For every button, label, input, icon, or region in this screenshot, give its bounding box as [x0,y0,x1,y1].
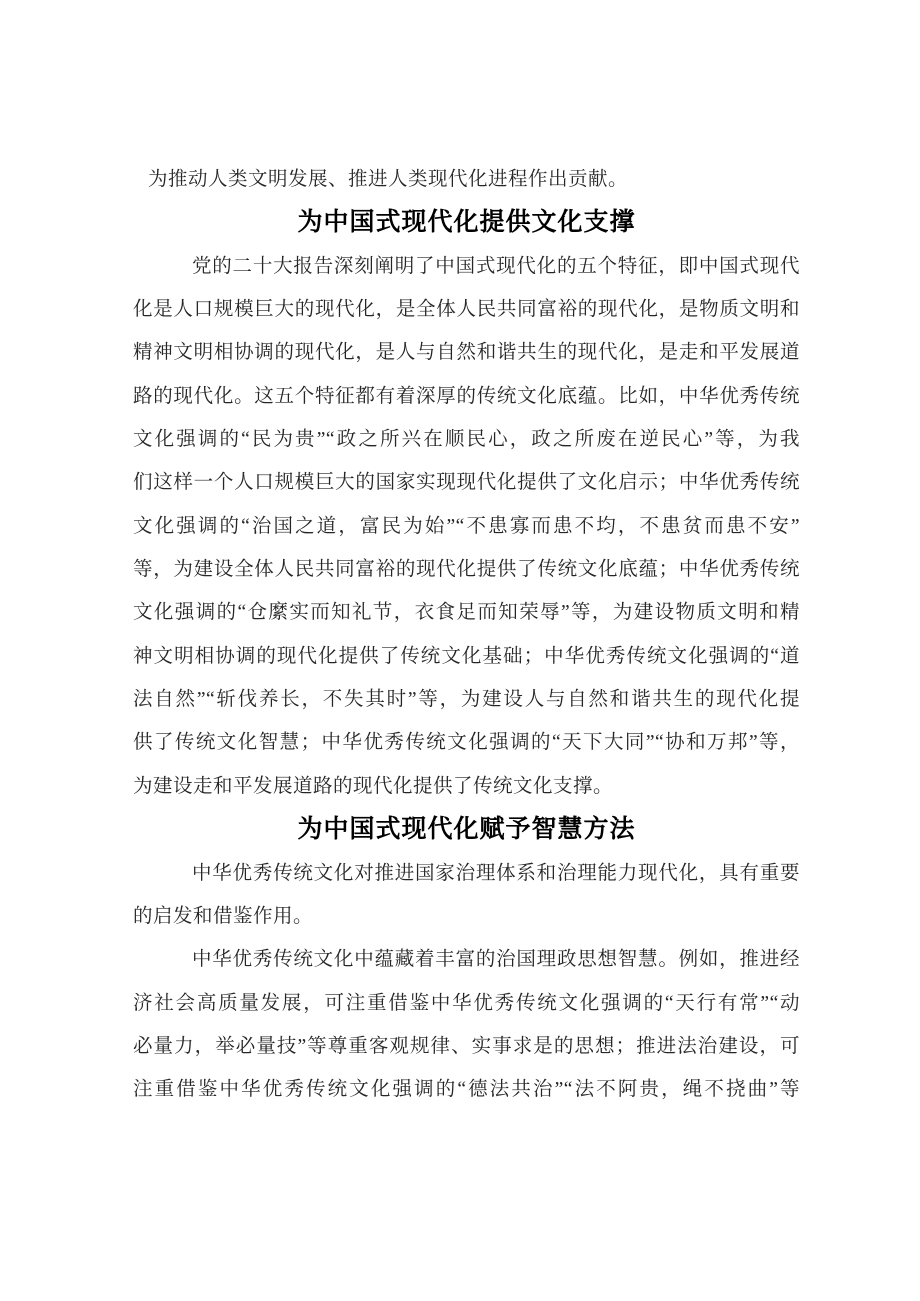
section-heading: 为中国式现代化提供文化支撑 [297,208,636,237]
text-line: 精神文明相协调的现代化，是人与自然和谐共生的现代化，是走和平发展道 [133,342,800,364]
document-content [133,158,800,1112]
text-line: 神文明相协调的现代化提供了传统文化基础；中华优秀传统文化强调的“道 [133,645,800,667]
text-line: 路的现代化。这五个特征都有着深厚的传统文化底蕴。比如，中华优秀传统 [133,385,800,407]
text-line: 文化强调的“仓縻实而知礼节，衣食足而知荣辱”等，为建设物质文明和精 [133,602,800,624]
text-line: 文化强调的“治国之道，富民为始”“不患寡而患不均，不患贫而患不安” [133,515,800,537]
text-line: 注重借鉴中华优秀传统文化强调的“德法共治”“法不阿贵，绳不挠曲”等 [133,1079,800,1101]
text-line: 中华优秀传统文化对推进国家治理体系和治理能力现代化，具有重要 [192,862,800,884]
text-line: 化是人口规模巨大的现代化，是全体人民共同富裕的现代化，是物质文明和 [133,299,800,321]
text-line: 济社会高质量发展，可注重借鉴中华优秀传统文化强调的“天行有常”“动 [133,992,800,1014]
text-line: 等，为建设全体人民共同富裕的现代化提供了传统文化底蕴；中华优秀传统 [133,559,800,581]
text-line: 的启发和借鉴作用。 [133,905,314,927]
text-line: 党的二十大报告深刻阐明了中国式现代化的五个特征，即中国式现代 [192,255,800,277]
text-line: 必量力，举必量技”等尊重客观规律、实事求是的思想；推进法治建设，可 [133,1035,800,1057]
text-line: 法自然”“斩伐养长，不失其时”等，为建设人与自然和谐共生的现代化提 [133,689,800,711]
text-line: 供了传统文化智慧；中华优秀传统文化强调的“天下大同”“协和万邦”等， [133,732,800,754]
section-heading: 为中国式现代化赋予智慧方法 [297,815,636,844]
text-line: 们这样一个人口规模巨大的国家实现现代化提供了文化启示；中华优秀传统 [133,472,800,494]
text-line: 为推动人类文明发展、推进人类现代化进程作出贡献。 [148,169,629,190]
text-line: 为建设走和平发展道路的现代化提供了传统文化支撑。 [133,775,614,797]
text-line: 文化强调的“民为贵”“政之所兴在顺民心，政之所废在逆民心”等，为我 [133,429,800,451]
text-line: 中华优秀传统文化中蕴藏着丰富的治国理政思想智慧。例如，推进经 [192,949,800,971]
